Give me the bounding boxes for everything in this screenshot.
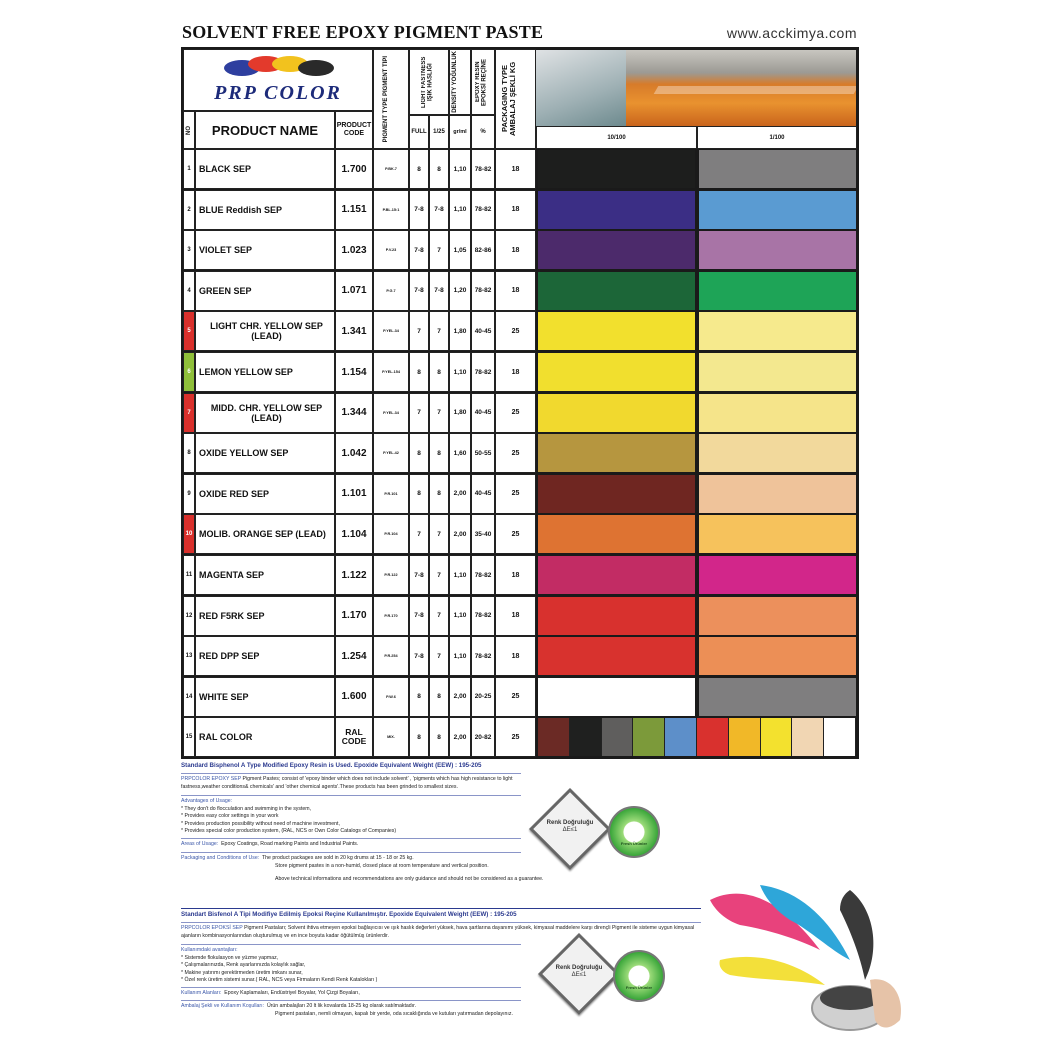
- info-en-pack: Packaging and Conditions of Use: The product packages are sold in 20 kg drums at 15 - 18 or 25 kg.: [181, 852, 521, 863]
- cell-no: 6: [183, 352, 195, 392]
- cell-code: 1.344: [335, 393, 373, 433]
- cell-pig: P.V.23: [373, 230, 409, 270]
- color-accuracy-label: Renk Doğruluğu ΔE≤1: [546, 820, 594, 834]
- table-row: [183, 433, 857, 473]
- info-tr-pack: Ambalaj Şekli ve Kullanım Koşulları: Ürün ambalajları 20 lt lik kovalarda 18-25 kg olarak satılmaktadır.: [181, 1000, 521, 1011]
- cell-den: 1,10: [449, 555, 471, 595]
- cell-pig: P.YEL.34: [373, 311, 409, 351]
- paint-splash-illustration: [700, 880, 910, 1040]
- cell-den: 1,05: [449, 230, 471, 270]
- cell-pct: 78-82: [471, 271, 495, 311]
- cell-code: 1.254: [335, 636, 373, 676]
- cell-name: LIGHT CHR. YELLOW SEP (LEAD): [195, 311, 335, 351]
- swatch-tint: [699, 353, 856, 391]
- cell-pct: 78-82: [471, 190, 495, 230]
- cell-pct: 40-45: [471, 474, 495, 514]
- pigment-table: [181, 47, 859, 759]
- swatch-full-tone: [538, 678, 695, 716]
- cell-no: 5: [183, 311, 195, 351]
- swatch-full-tone: [538, 272, 695, 310]
- epoxy-floor-photo: [536, 50, 856, 126]
- swatch-tint: [699, 678, 856, 716]
- info-tr-pack2: Pigment pastaları, nemli olmayan, kapalı bir yerde, oda sıcaklığında ve kutuları yatırmadan depolayınız.: [275, 1010, 513, 1017]
- cell-no: 9: [183, 474, 195, 514]
- cell-name: RAL COLOR: [195, 717, 335, 757]
- header-tint-full: 10/100: [536, 126, 697, 149]
- info-tr-areas: Kullanım Alanları: Epoxy Kaplamaları, Endüstriyel Boyalar, Yol Çizgi Boyaları,: [181, 987, 521, 998]
- swatch-tint: [699, 434, 856, 472]
- cell-name: LEMON YELLOW SEP: [195, 352, 335, 392]
- cell-no: 10: [183, 514, 195, 554]
- cell-pig: P.YEL.34: [373, 393, 409, 433]
- cell-den: 1,10: [449, 636, 471, 676]
- swatch-full-tone: [538, 191, 695, 229]
- cell-no: 3: [183, 230, 195, 270]
- cell-den: 1,80: [449, 393, 471, 433]
- cell-den: 2,00: [449, 677, 471, 717]
- info-en-note: Above technical informations and recommendations are only guidance and should not be considered as a guarantee.: [275, 876, 544, 883]
- cell-full: 8: [409, 149, 429, 189]
- cell-r25: 7: [429, 230, 449, 270]
- ral-swatch: [761, 718, 793, 756]
- table-row: [183, 717, 857, 757]
- cell-pct: 78-82: [471, 636, 495, 676]
- table-row: [183, 514, 857, 554]
- header-product-name: PRODUCT NAME: [195, 111, 335, 149]
- cell-name: BLACK SEP: [195, 149, 335, 189]
- cell-code: 1.341: [335, 311, 373, 351]
- cell-pack: 18: [495, 555, 536, 595]
- cell-pig: P.W.6: [373, 677, 409, 717]
- cell-r25: 7: [429, 555, 449, 595]
- table-row: [183, 271, 857, 311]
- swatch-full-tone: [538, 394, 695, 432]
- cell-name: RED F5RK SEP: [195, 596, 335, 636]
- header-percent: %: [471, 115, 495, 149]
- info-en-adv-3: * Provides special color production system, (RAL, NCS or Own Color Catalogs of Companies): [181, 828, 397, 835]
- swatch-full-tone: [538, 637, 695, 675]
- swatch-full-tone: [538, 231, 695, 269]
- cell-pct: 40-45: [471, 393, 495, 433]
- cell-den: 1,10: [449, 190, 471, 230]
- cell-code: 1.700: [335, 149, 373, 189]
- cell-pack: 18: [495, 190, 536, 230]
- cell-pack: 25: [495, 311, 536, 351]
- swatch-tint: [699, 150, 856, 188]
- ral-swatch: [697, 718, 729, 756]
- cell-pct: 40-45: [471, 311, 495, 351]
- swatch-tint: [699, 312, 856, 350]
- ral-swatch: [538, 718, 570, 756]
- cell-pct: 20-82: [471, 717, 495, 757]
- info-en-adv-1: * Provides easy color settings in your work: [181, 813, 279, 820]
- cell-name: RED DPP SEP: [195, 636, 335, 676]
- cell-code: 1.042: [335, 433, 373, 473]
- cell-pct: 82-86: [471, 230, 495, 270]
- cell-code: 1.023: [335, 230, 373, 270]
- info-tr-heading: Standart Bisfenol A Tipi Modifiye Edilmiş Epoksi Reçine Kullanılmıştır. Epoxide Equivalent Weight (EEW) : 195-205: [181, 908, 701, 920]
- cell-pack: 18: [495, 149, 536, 189]
- cell-name: MOLIB. ORANGE SEP (LEAD): [195, 514, 335, 554]
- page-title: SOLVENT FREE EPOXY PIGMENT PASTE: [182, 22, 544, 42]
- cell-name: VIOLET SEP: [195, 230, 335, 270]
- cell-pig: P.YEL.42: [373, 433, 409, 473]
- header-density: DENSITY YOĞUNLUK: [449, 49, 471, 115]
- cell-full: 7: [409, 311, 429, 351]
- cell-den: 1,20: [449, 271, 471, 311]
- cell-pig: MIX.: [373, 717, 409, 757]
- cell-pack: 18: [495, 636, 536, 676]
- freshness-gauge-icon: Fresh Ürünler: [608, 806, 660, 858]
- swatch-full-tone: [538, 475, 695, 513]
- cell-code: RAL CODE: [335, 717, 373, 757]
- cell-pct: 50-55: [471, 433, 495, 473]
- cell-no: 2: [183, 190, 195, 230]
- cell-no: 11: [183, 555, 195, 595]
- cell-pack: 18: [495, 352, 536, 392]
- cell-pct: 78-82: [471, 352, 495, 392]
- cell-full: 8: [409, 474, 429, 514]
- cell-no: 15: [183, 717, 195, 757]
- cell-no: 14: [183, 677, 195, 717]
- cell-name: GREEN SEP: [195, 271, 335, 311]
- cell-den: 1,80: [449, 311, 471, 351]
- cell-pig: P.YEL.154: [373, 352, 409, 392]
- table-row: [183, 596, 857, 636]
- info-en-pack2: Store pigment pastes in a non-humid, closed place at room temperature and vertical position.: [275, 862, 489, 869]
- info-tr-intro: PRPCOLOR EPOKSİ SEP Pigment Pastaları; Solvent ihtiva etmeyen epoksi bağlayıcısı ve ışık haslık değerleri yüksek, hava şartlarına dayanımı yüksek, kimyasal maddelere karşı dirençli Pigment ile sisteme uygun kimyasal ajanların kombinasyonlarından oluşturulmuş ve en ince boyuta kadar öğütülmüş ürünlerdir.: [181, 922, 701, 940]
- cell-r25: 7: [429, 311, 449, 351]
- ral-swatch: [824, 718, 856, 756]
- table-row: [183, 677, 857, 717]
- swatch-full-tone: [538, 434, 695, 472]
- header-epoxy-resin: EPOXY RESIN EPOKSİ REÇİNE: [471, 49, 495, 115]
- cell-r25: 8: [429, 677, 449, 717]
- ral-swatch: [570, 718, 602, 756]
- cell-code: 1.600: [335, 677, 373, 717]
- table-row: [183, 352, 857, 392]
- cell-full: 7: [409, 514, 429, 554]
- cell-code: 1.104: [335, 514, 373, 554]
- info-en-intro: PRPCOLOR EPOXY SEP Pigment Pastes; consist of 'epoxy binder which does not include solvent' , 'pigments which has high resistance to light fastness,weather conditions& chemicals' and 'other chemical agents'.These products has been grinded to smallest sizes.: [181, 773, 521, 791]
- info-tr-adv-0: * Sistemde flokulasyon ve yüzme yapmaz,: [181, 954, 279, 961]
- ral-swatch: [665, 718, 697, 756]
- ral-swatch: [633, 718, 665, 756]
- swatch-tint: [699, 475, 856, 513]
- cell-den: 2,00: [449, 514, 471, 554]
- cell-full: 7-8: [409, 636, 429, 676]
- swatch-tint: [699, 556, 856, 594]
- table-row: [183, 555, 857, 595]
- table-row: [183, 393, 857, 433]
- cell-name: OXIDE YELLOW SEP: [195, 433, 335, 473]
- swatch-tint: [699, 515, 856, 553]
- cell-full: 7-8: [409, 555, 429, 595]
- cell-no: 13: [183, 636, 195, 676]
- cell-pack: 25: [495, 677, 536, 717]
- header-ratio: 1/25: [429, 115, 449, 149]
- cell-no: 8: [183, 433, 195, 473]
- info-en-adv-0: * They don't do flocculation and swimming in the system,: [181, 805, 312, 812]
- info-tr-adv-label: Kullanımdaki avantajları:: [181, 944, 521, 955]
- cell-pack: 18: [495, 230, 536, 270]
- cell-r25: 7-8: [429, 190, 449, 230]
- table-row: [183, 636, 857, 676]
- cell-pack: 25: [495, 474, 536, 514]
- swatch-full-tone: [538, 312, 695, 350]
- cell-pack: 18: [495, 271, 536, 311]
- swatch-full-tone: [538, 515, 695, 553]
- cell-no: 12: [183, 596, 195, 636]
- ral-swatch-strip: [538, 718, 856, 756]
- cell-full: 8: [409, 717, 429, 757]
- swatch-full-tone: [538, 353, 695, 391]
- cell-pig: P.BL.15:1: [373, 190, 409, 230]
- info-tr-adv-3: * Özel renk üretim sistemi sunar.( RAL, NCS veya Firmaların Kendi Renk Katalokları ): [181, 977, 378, 984]
- table-row: [183, 311, 857, 351]
- cell-pig: P.R.254: [373, 636, 409, 676]
- header-no: NO: [183, 111, 195, 149]
- cell-pig: P.R.104: [373, 514, 409, 554]
- header-pigment-type: PIGMENT TYPE PİGMENT TİPİ: [373, 49, 409, 149]
- cell-pack: 25: [495, 393, 536, 433]
- cell-pct: 35-40: [471, 514, 495, 554]
- cell-no: 4: [183, 271, 195, 311]
- cell-pct: 78-82: [471, 149, 495, 189]
- cell-name: MAGENTA SEP: [195, 555, 335, 595]
- swatch-tint: [699, 272, 856, 310]
- cell-pig: P.R.101: [373, 474, 409, 514]
- swatch-tint: [699, 231, 856, 269]
- cell-full: 7-8: [409, 271, 429, 311]
- color-accuracy-label-tr: Renk Doğruluğu ΔE≤1: [555, 965, 603, 979]
- cell-r25: 7: [429, 636, 449, 676]
- cell-full: 7-8: [409, 230, 429, 270]
- cell-r25: 7: [429, 596, 449, 636]
- cell-r25: 7: [429, 514, 449, 554]
- header-packaging: PACKAGING TYPE AMBALAJ ŞEKLİ KG: [495, 49, 536, 149]
- swatch-full-tone: [538, 556, 695, 594]
- cell-name: MIDD. CHR. YELLOW SEP (LEAD): [195, 393, 335, 433]
- cell-full: 8: [409, 433, 429, 473]
- ral-swatch: [602, 718, 634, 756]
- cell-full: 8: [409, 352, 429, 392]
- cell-code: 1.122: [335, 555, 373, 595]
- table-row: [183, 149, 857, 189]
- cell-r25: 7: [429, 393, 449, 433]
- swatch-full-tone: [538, 597, 695, 635]
- cell-no: 1: [183, 149, 195, 189]
- cell-pig: P.G.7: [373, 271, 409, 311]
- swatch-tint: [699, 191, 856, 229]
- cell-code: 1.101: [335, 474, 373, 514]
- cell-pack: 18: [495, 596, 536, 636]
- cell-code: 1.154: [335, 352, 373, 392]
- info-en-heading: Standard Bisphenol A Type Modified Epoxy Resin is Used. Epoxide Equivalent Weight (EEW) : 195-205: [181, 762, 482, 769]
- logo-shapes: [218, 56, 338, 80]
- cell-den: 1,10: [449, 352, 471, 392]
- cell-name: OXIDE RED SEP: [195, 474, 335, 514]
- cell-pig: P.R.170: [373, 596, 409, 636]
- header-density-unit: gr/ml: [449, 115, 471, 149]
- cell-r25: 8: [429, 149, 449, 189]
- swatch-tint: [699, 394, 856, 432]
- swatch-full-tone: [538, 150, 695, 188]
- header-light-fastness: LIGHT FASTNESS IŞIK HASLIĞI: [409, 49, 449, 115]
- ral-swatch: [729, 718, 761, 756]
- cell-den: 1,10: [449, 596, 471, 636]
- cell-name: WHITE SEP: [195, 677, 335, 717]
- cell-r25: 8: [429, 352, 449, 392]
- table-row: [183, 230, 857, 270]
- table-header: [183, 49, 857, 149]
- swatch-tint: [699, 597, 856, 635]
- info-tr-adv-1: * Çalışmalarınızda, Renk ayarlarınızda kolaylık sağlar,: [181, 962, 306, 969]
- info-en-adv-2: * Provides production possibility without need of machine investment,: [181, 820, 340, 827]
- cell-full: 8: [409, 677, 429, 717]
- info-tr-adv-2: * Makine yatırımı gerektirmeden üretim imkanı sunar,: [181, 969, 303, 976]
- cell-pack: 25: [495, 717, 536, 757]
- cell-full: 7-8: [409, 596, 429, 636]
- swatch-tint: [699, 637, 856, 675]
- freshness-gauge-icon-tr: Fresh Ürünler: [613, 950, 665, 1002]
- cell-pack: 25: [495, 433, 536, 473]
- cell-pig: P.BK.7: [373, 149, 409, 189]
- cell-r25: 7-8: [429, 271, 449, 311]
- logo: [183, 49, 373, 111]
- cell-name: BLUE Reddish SEP: [195, 190, 335, 230]
- cell-pig: P.R.122: [373, 555, 409, 595]
- cell-den: 1,10: [449, 149, 471, 189]
- header-full: FULL: [409, 115, 429, 149]
- cell-den: 2,00: [449, 717, 471, 757]
- cell-r25: 8: [429, 433, 449, 473]
- header-tint-light: 1/100: [697, 126, 857, 149]
- table-row: [183, 190, 857, 230]
- cell-code: 1.071: [335, 271, 373, 311]
- table-row: [183, 474, 857, 514]
- cell-pct: 20-25: [471, 677, 495, 717]
- cell-pct: 78-82: [471, 596, 495, 636]
- logo-text: PRP COLOR: [214, 81, 342, 104]
- cell-r25: 8: [429, 717, 449, 757]
- cell-den: 2,00: [449, 474, 471, 514]
- cell-no: 7: [183, 393, 195, 433]
- cell-code: 1.151: [335, 190, 373, 230]
- cell-pack: 25: [495, 514, 536, 554]
- header-product-code: PRODUCT CODE: [335, 111, 373, 149]
- info-en-areas: Areas of Usage: Epoxy Coatings, Road marking Paints and Industrial Paints.: [181, 838, 521, 849]
- website-url[interactable]: www.acckimya.com: [726, 25, 857, 41]
- cell-r25: 8: [429, 474, 449, 514]
- ral-swatch: [792, 718, 824, 756]
- cell-full: 7-8: [409, 190, 429, 230]
- cell-code: 1.170: [335, 596, 373, 636]
- info-en-adv-label: Advantages of Usage:: [181, 795, 521, 806]
- cell-full: 7: [409, 393, 429, 433]
- cell-pct: 78-82: [471, 555, 495, 595]
- cell-den: 1,60: [449, 433, 471, 473]
